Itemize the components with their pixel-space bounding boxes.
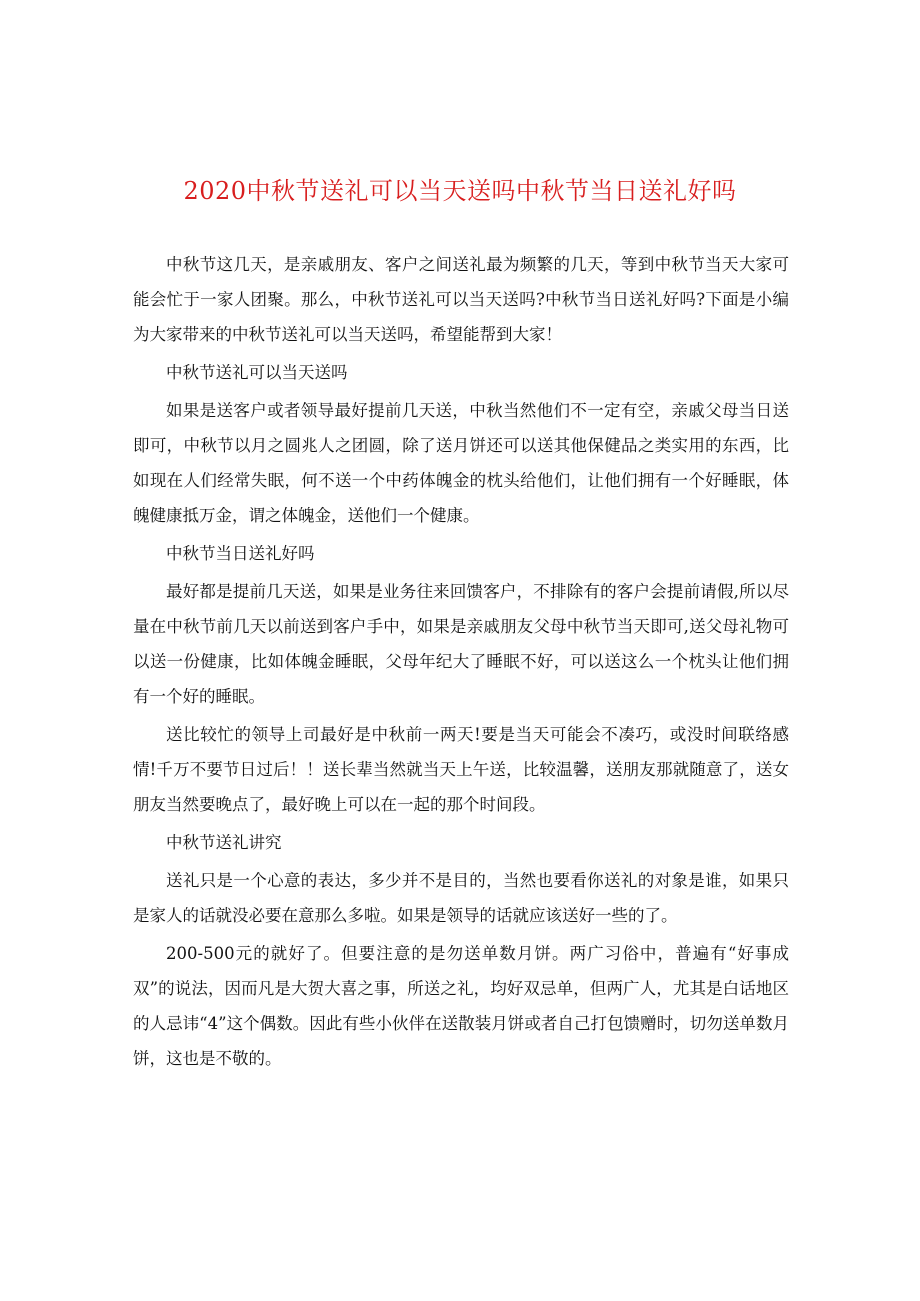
document-body — [133, 247, 789, 1079]
paragraph-budget: 200-500元的就好了。但要注意的是勿送单数月饼。两广习俗中，普遍有“好事成双”的说法，因而凡是大贺大喜之事，所送之礼，均好双忌单，但两广人，尤其是白话地区的人忌讳“4”这个偶数。因此有些小伙伴在送散装月饼或者自己打包馈赠时，切勿送单数月饼，这也是不敬的。 — [133, 944, 789, 1068]
section-heading-same-day: 中秋节送礼可以当天送吗 — [166, 363, 348, 382]
document-title: 2020中秋节送礼可以当天送吗中秋节当日送礼好吗 — [183, 177, 737, 205]
paragraph-intro: 中秋节这几天，是亲戚朋友、客户之间送礼最为频繁的几天，等到中秋节当天大家可能会忙于一家人团聚。那么，中秋节送礼可以当天送吗?中秋节当日送礼好吗?下面是小编为大家带来的中秋节送礼可以当天送吗，希望能帮到大家！ — [133, 255, 789, 344]
section-heading-good-to-send: 中秋节当日送礼好吗 — [166, 544, 315, 563]
section-heading-etiquette: 中秋节送礼讲究 — [166, 833, 282, 852]
paragraph-advance-gift: 如果是送客户或者领导最好提前几天送，中秋当然他们不一定有空，亲戚父母当日送即可，中秋节以月之圆兆人之团圆，除了送月饼还可以送其他保健品之类实用的东西，比如现在人们经常失眠，何不送一个中药体魄金的枕头给他们，让他们拥有一个好睡眠，体魄健康抵万金，谓之体魄金，送他们一个健康。 — [133, 401, 789, 525]
paragraph-clients: 最好都是提前几天送，如果是业务往来回馈客户，不排除有的客户会提前请假,所以尽量在中秋节前几天以前送到客户手中，如果是亲戚朋友父母中秋节当天即可,送父母礼物可以送一份健康，比如体魄金睡眠，父母年纪大了睡眠不好，可以送这么一个枕头让他们拥有一个好的睡眠。 — [133, 582, 789, 706]
paragraph-leaders: 送比较忙的领导上司最好是中秋前一两天!要是当天可能会不凑巧，或没时间联络感情!千万不要节日过后！！送长辈当然就当天上午送，比较温馨，送朋友那就随意了，送女朋友当然要晚点了，最好晚上可以在一起的那个时间段。 — [133, 725, 789, 814]
paragraph-intention: 送礼只是一个心意的表达，多少并不是目的，当然也要看你送礼的对象是谁，如果只是家人的话就没必要在意那么多啦。如果是领导的话就应该送好一些的了。 — [133, 871, 789, 925]
